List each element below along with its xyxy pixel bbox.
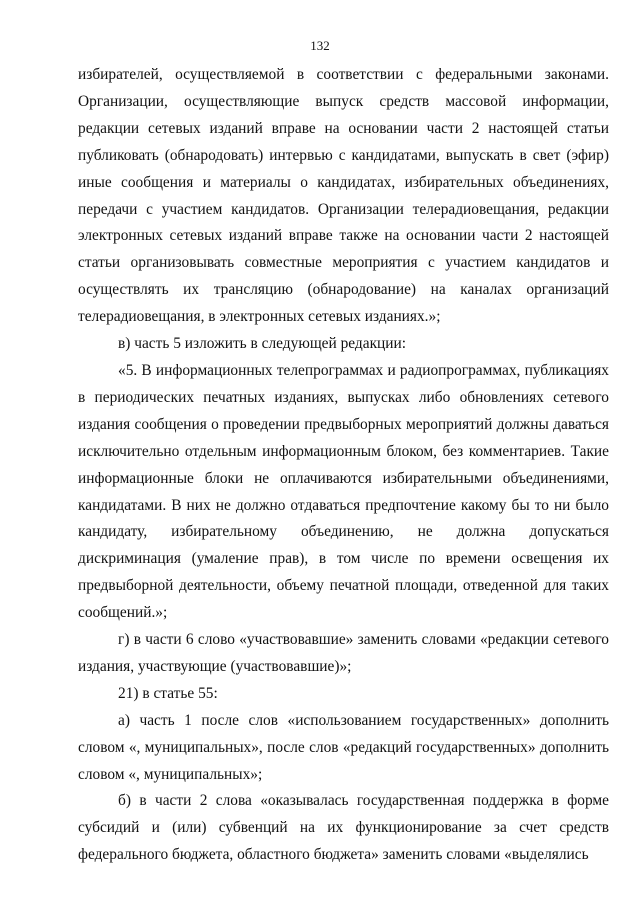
paragraph-continuation: избирателей, осуществляемой в соответствии с федеральными законами. Организации, осуществляющие выпуск средств массовой информации, редакции сетевых изданий вправе на основании части 2 настоящей статьи публиковать (обнародовать) интервью с кандидатами, выпускать в свет (эфир) иные сообщения и материалы о кандидатах, избирательных объединениях, передачи с участием кандидатов. Организации телерадиовещания, редакции электронных сетевых изданий вправе также на основании части 2 настоящей статьи организовывать совместные мероприятия с участием кандидатов и осуществлять их трансляцию (обнародование) на каналах организаций телерадиовещания, в электронных сетевых изданиях.»; [78,66,609,326]
paragraph-item-21: 21) в статье 55: [118,684,218,702]
paragraph-quoted-part-5: «5. В информационных телепрограммах и радиопрограммах, публикациях в периодических печатных изданиях, выпусках либо обновлениях сетевого издания сообщения о проведении предвыборных мероприятий должны даваться исключительно отдельным информационным блоком, без комментариев. Такие информационные блоки не оплачиваются избирательными объединениями, кандидатами. В них не должно отдаваться предпочтение какому бы то ни было кандидату, избирательному объединению, не должна допускаться дискриминация (умаление прав), в том числе по времени освещения их предвыборной деятельности, объему печатной площади, отведенной для таких сообщений.»; [78,361,609,622]
document-body [78,62,609,869]
paragraph-item-a: а) часть 1 после слов «использованием государственных» дополнить словом «, муниципальных», после слов «редакций государственных» дополнить словом «, муниципальных»; [78,711,609,783]
paragraph-item-g: г) в части 6 слово «участвовавшие» заменить словами «редакции сетевого издания, участвующие (участвовавшие)»; [78,631,609,675]
page-number: 132 [310,38,330,53]
paragraph-item-b: б) в части 2 слова «оказывалась государственная поддержка в форме субсидий и (или) субвенций на их функционирование за счет средств федерального бюджета, областного бюджета» заменить словами «выделялись [78,792,609,864]
paragraph-item-v: в) часть 5 изложить в следующей редакции: [118,335,407,353]
